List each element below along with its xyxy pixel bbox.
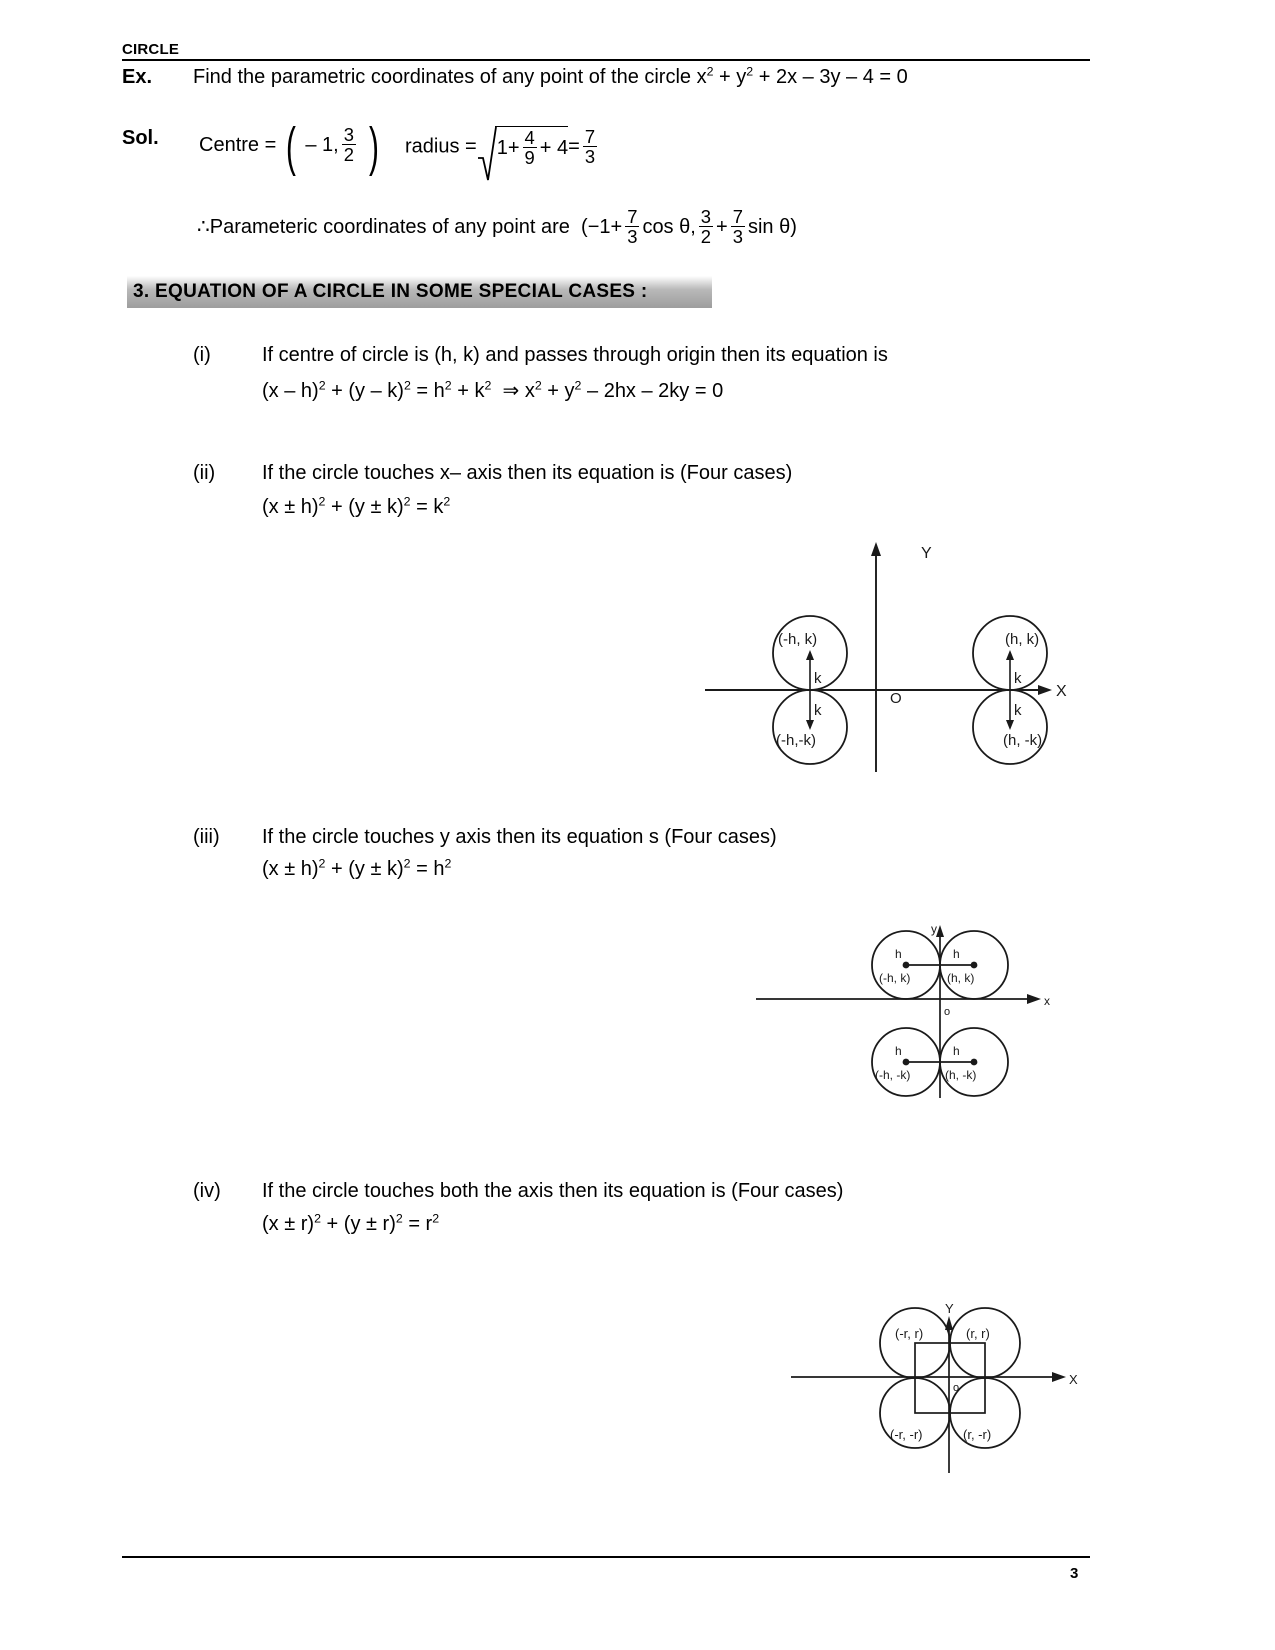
param-fraction-3: $\frac{7}{3}$: [732, 206, 743, 248]
param-cos: cos θ,: [642, 216, 696, 239]
item-marker-iii: (iii): [193, 826, 220, 848]
eq-part: – 2hx – 2ky = 0: [581, 380, 724, 402]
eq-part: = k: [410, 496, 444, 518]
item-iv-line-1: If the circle touches both the axis then its equation is (Four cases): [262, 1180, 844, 1202]
radius-label-h: h: [895, 1044, 902, 1058]
circle-label-bottom-left: (-h,-k): [776, 732, 816, 749]
figure-x-axis-cases: [700, 510, 1080, 785]
item-iv-line-2: $(x \pm r)^2 + (y \pm r)^2 = r^2$: [262, 1211, 440, 1235]
header-rule: [122, 59, 1090, 61]
param-fraction-2: $\frac{3}{2}$: [700, 206, 712, 248]
item-marker-iv: (iv): [193, 1180, 221, 1202]
radius-label-k: k: [1014, 670, 1022, 687]
axis-label-x: X: [1069, 1372, 1078, 1387]
item-iii-line-1: If the circle touches y axis then its equation s (Four cases): [262, 826, 777, 848]
centre-fraction: $\frac{3}{2}$: [343, 124, 354, 166]
eq-part: = r: [402, 1213, 433, 1235]
radius-expression: [405, 126, 600, 169]
eq-part: (x ± r): [262, 1213, 315, 1235]
item-marker-i: (i): [193, 344, 211, 366]
circle-label-top-left: (-r, r): [895, 1326, 924, 1341]
centre-expression: Centre = ( – 1, $\frac{3}{2}$ ): [199, 116, 379, 177]
page-header-label: CIRCLE: [122, 41, 180, 58]
eq-part: + (y – k): [325, 380, 404, 402]
item-marker-ii: (ii): [193, 462, 216, 484]
radius-label-k: k: [814, 702, 822, 719]
eq-part: + (y ± k): [325, 858, 404, 880]
parametric-open: (−1+: [581, 216, 623, 239]
example-question: Find the parametric coordinates of any point of the circle $x^2 + y^2 + 2x - 3y - 4 = 0$: [193, 64, 908, 88]
axis-label-x: x: [1044, 994, 1050, 1008]
footer-rule: [122, 1556, 1090, 1558]
figure-y-axis-cases: [755, 870, 1055, 1105]
circle-label-bottom-left: (-h, -k): [875, 1068, 911, 1082]
item-ii-line-2: $(x \pm h)^2 + (y \pm k)^2 = k^2$: [262, 494, 451, 518]
eq-part: = h: [410, 380, 445, 402]
section-heading-bar: [127, 276, 712, 308]
radical-sign: [477, 126, 497, 169]
circle-label-top-right: (h, k): [1005, 631, 1040, 648]
item-i-line-1: If centre of circle is (h, k) and passes through origin then its equation is: [262, 344, 888, 366]
eq-part: + k: [451, 380, 485, 402]
item-iii-line-2: $(x \pm h)^2 + (y \pm k)^2 = h^2$: [262, 856, 452, 880]
circle-label-bottom-right: (h, -k): [1003, 732, 1043, 749]
origin-label: o: [944, 1006, 951, 1018]
radius-label-h: h: [895, 947, 902, 961]
centre-x: – 1,: [305, 134, 339, 157]
circle-label-bottom-right: (r, -r): [963, 1427, 992, 1442]
radius-label-h: h: [953, 1044, 960, 1058]
eq-part: ⇒ x: [502, 380, 535, 402]
page-number: 3: [1070, 1565, 1079, 1582]
radius-label-k: k: [1014, 702, 1022, 719]
parametric-text: ∴Parameteric coordinates of any point are: [197, 216, 570, 239]
radicand-fraction: $\frac{4}{9}$: [524, 127, 535, 169]
item-ii-line-1: If the circle touches x– axis then its equation is (Four cases): [262, 462, 793, 484]
radius-equals: =: [568, 135, 580, 158]
radius-label: radius =: [405, 135, 477, 158]
axis-label-y: y: [931, 922, 937, 936]
radius-label-h: h: [953, 947, 960, 961]
section-heading-text: 3. EQUATION OF A CIRCLE IN SOME SPECIAL CASES :: [133, 281, 648, 302]
circle-label-top-left: (-h, k): [879, 971, 911, 985]
eq-part: = h: [410, 858, 445, 880]
origin-label: O: [890, 690, 902, 707]
circle-label-top-right: (r, r): [966, 1326, 990, 1341]
radicand-2: + 4: [539, 137, 569, 160]
param-fraction-1: $\frac{7}{3}$: [627, 206, 638, 248]
radius-label-k: k: [814, 670, 822, 687]
eq-part: (x – h): [262, 380, 319, 402]
eq-part: + (y ± k): [325, 496, 404, 518]
origin-label: o: [953, 1382, 960, 1394]
solution-tag: Sol.: [122, 127, 159, 149]
parametric-result: [197, 208, 797, 248]
circle-label-top-left: (-h, k): [778, 631, 818, 648]
item-i-line-2: $(x - h)^2 + (y - k)^2 = h^2 + k^2$ ⇒ $x^2 + y^2 - 2hx - 2ky = 0$: [262, 378, 724, 402]
radius-result-fraction: $\frac{7}{3}$: [584, 125, 596, 167]
figure-both-axes-cases: [790, 1245, 1080, 1480]
example-tag: Ex.: [122, 66, 153, 88]
eq-part: + y: [541, 380, 575, 402]
eq-part: (x ± h): [262, 496, 319, 518]
radicand-1: 1+: [496, 137, 520, 160]
eq-part: + (y ± r): [320, 1213, 396, 1235]
param-plus: +: [716, 216, 728, 239]
question-text: Find the parametric coordinates of any point of the circle x: [193, 66, 707, 88]
centre-label: Centre =: [199, 134, 277, 157]
circle-label-top-right: (h, k): [947, 971, 975, 985]
param-sin: sin θ): [747, 216, 797, 239]
axis-label-y: Y: [921, 545, 932, 562]
eq-part: (x ± h): [262, 858, 319, 880]
axis-label-x: X: [1056, 683, 1067, 700]
axis-label-y: Y: [945, 1301, 954, 1316]
square-root: [477, 126, 568, 169]
circle-label-bottom-left: (-r, -r): [890, 1427, 923, 1442]
circle-label-bottom-right: (h, -k): [945, 1068, 977, 1082]
